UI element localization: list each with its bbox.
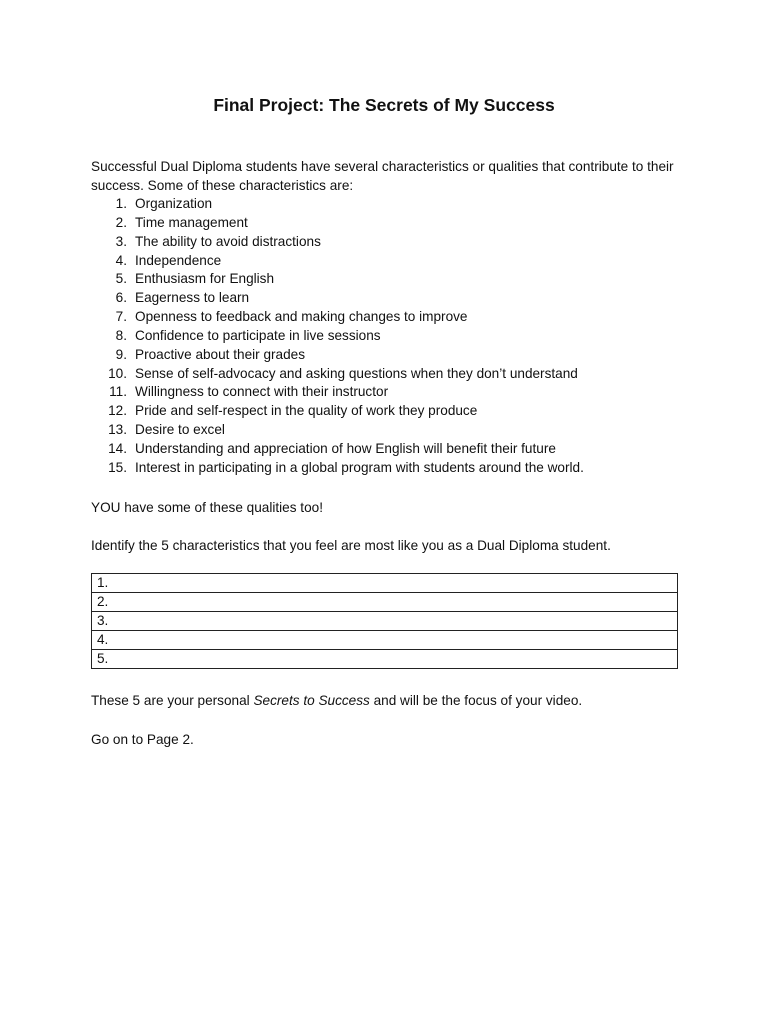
list-item: [91, 289, 250, 308]
list-item-number: 1.: [115, 196, 127, 211]
answer-table: [91, 573, 678, 669]
list-item: [91, 252, 222, 271]
list-item-text: Eagerness to learn: [135, 290, 250, 306]
list-item: [91, 327, 381, 346]
list-item-text: Pride and self-respect in the quality of work they produce: [135, 403, 478, 419]
list-item-text: Proactive about their grades: [135, 346, 306, 362]
list-item-text: Desire to excel: [135, 422, 225, 438]
list-item-text: Time management: [135, 214, 248, 230]
characteristics-list: [91, 195, 584, 478]
list-item-text: Interest in participating in a global program with students around the world.: [135, 459, 584, 475]
list-item-number: 9.: [115, 346, 127, 362]
list-item: [91, 308, 468, 327]
list-item: [91, 214, 248, 233]
list-item-number: 4.: [115, 252, 127, 268]
answer-cell-3[interactable]: 3.: [92, 612, 678, 631]
list-item-number: 15.: [108, 459, 127, 475]
intro-paragraph: Successful Dual Diploma students have several characteristics or qualities that contribute to their success. Some of these characteristics are:: [91, 159, 674, 193]
table-row: [92, 593, 678, 612]
secrets-paragraph: [91, 691, 582, 710]
answer-cell-4[interactable]: 4.: [92, 631, 678, 650]
table-row: [92, 650, 678, 669]
list-item: [91, 383, 389, 402]
list-item: [91, 440, 556, 459]
list-item-text: Openness to feedback and making changes to improve: [135, 309, 468, 325]
go-on-instruction: Go on to Page 2.: [91, 732, 194, 747]
list-item-number: 8.: [115, 327, 127, 343]
list-item: [91, 421, 225, 440]
list-item-number: 6.: [115, 290, 127, 306]
list-item: [91, 346, 306, 365]
list-item-number: 7.: [115, 309, 127, 325]
secrets-text-italic: Secrets to Success: [253, 693, 370, 708]
identify-instruction: Identify the 5 characteristics that you feel are most like you as a Dual Diploma student.: [91, 538, 611, 553]
table-row: [92, 612, 678, 631]
list-item: [91, 459, 584, 478]
list-item-text: Independence: [135, 252, 222, 268]
list-item-text: Understanding and appreciation of how English will benefit their future: [135, 440, 556, 456]
secrets-text-before: These 5 are your personal: [91, 693, 254, 708]
list-item-number: 13.: [108, 422, 127, 438]
list-item-number: 11.: [109, 384, 127, 400]
you-have-paragraph: YOU have some of these qualities too!: [91, 500, 323, 515]
list-item: [91, 270, 275, 289]
answer-cell-5[interactable]: 5.: [92, 650, 678, 669]
list-item-text: Willingness to connect with their instructor: [135, 384, 389, 400]
list-item-text: Confidence to participate in live sessions: [135, 327, 381, 343]
answer-cell-1[interactable]: 1.: [92, 574, 678, 593]
list-item: [91, 233, 321, 252]
list-item: [91, 195, 213, 214]
list-item-text: Enthusiasm for English: [135, 271, 275, 287]
list-item-text: Sense of self-advocacy and asking questions when they don’t understand: [135, 365, 578, 381]
list-item-number: 5.: [115, 271, 127, 287]
table-row: [92, 631, 678, 650]
secrets-text-after: and will be the focus of your video.: [369, 693, 583, 708]
table-row: [92, 574, 678, 593]
list-item-number: 10.: [108, 365, 127, 381]
list-item-number: 12.: [108, 403, 127, 419]
list-item: [91, 365, 578, 384]
list-item-number: 3.: [115, 233, 127, 249]
list-item: [91, 402, 478, 421]
list-item-text: Organization: [135, 196, 213, 211]
answer-cell-2[interactable]: 2.: [92, 593, 678, 612]
list-item-number: 14.: [108, 440, 127, 456]
page-title: Final Project: The Secrets of My Success: [213, 95, 555, 115]
list-item-number: 2.: [115, 214, 127, 230]
list-item-text: The ability to avoid distractions: [135, 233, 321, 249]
